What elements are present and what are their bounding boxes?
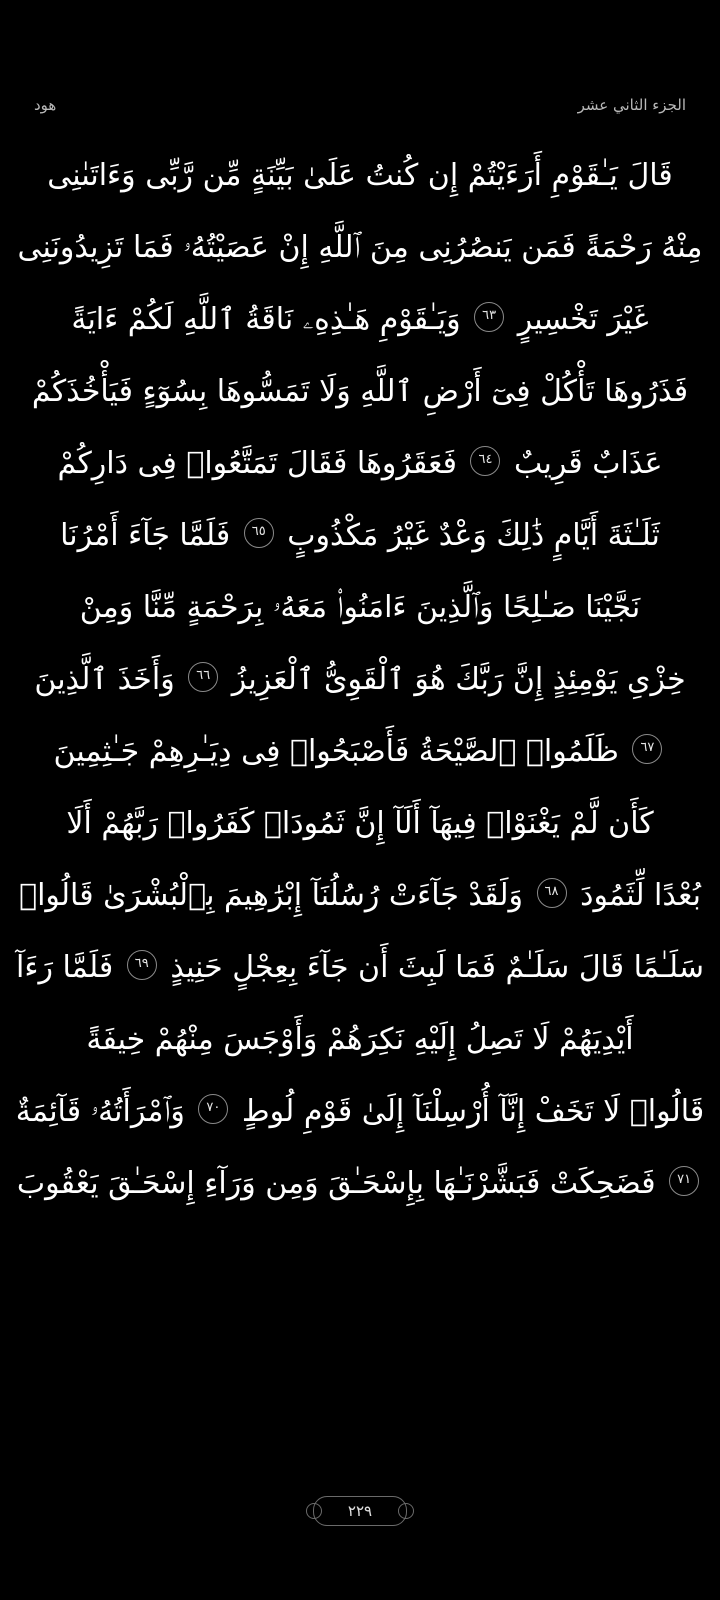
page-header <box>0 92 720 118</box>
quran-line-text-tail: وَيَـٰقَوْمِ هَـٰذِهِۦ نَاقَةُ ٱللَّهِ لَكُمْ ءَايَةً <box>71 302 461 337</box>
quran-line <box>14 1076 706 1148</box>
quran-line <box>14 500 706 572</box>
quran-line-text: قَالُوا۟ لَا تَخَفْ إِنَّآ أُرْسِلْنَآ إِلَىٰ قَوْمِ لُوطٍ <box>241 1094 705 1129</box>
aya-marker[interactable]: ٦٩ <box>127 950 157 980</box>
aya-marker[interactable]: ٦٥ <box>244 518 274 548</box>
quran-line <box>14 212 706 284</box>
quran-line-text: مِنْهُ رَحْمَةً فَمَن يَنصُرُنِى مِنَ ٱللَّهِ إِنْ عَصَيْتُهُۥ فَمَا تَزِيدُونَنِى <box>17 230 703 265</box>
quran-line <box>14 788 706 860</box>
quran-line-text-tail: وَٱمْرَأَتُهُۥ قَآئِمَةٌ <box>15 1094 185 1129</box>
quran-line-text-tail: وَأَخَذَ ٱلَّذِينَ <box>34 662 175 697</box>
quran-line-text: بُعْدًا لِّثَمُودَ <box>580 878 701 913</box>
quran-line-text: فَضَحِكَتْ فَبَشَّرْنَـٰهَا بِإِسْحَـٰقَ وَمِن وَرَآءِ إِسْحَـٰقَ يَعْقُوبَ <box>16 1166 656 1201</box>
aya-marker[interactable]: ٦٧ <box>632 734 662 764</box>
quran-line-text: ثَلَـٰثَةَ أَيَّامٍ ذَٰلِكَ وَعْدٌ غَيْرُ مَكْذُوبٍ <box>287 518 660 553</box>
quran-line-text: قَالَ يَـٰقَوْمِ أَرَءَيْتُمْ إِن كُنتُ عَلَىٰ بَيِّنَةٍ مِّن رَّبِّى وَءَاتَىٰنِى <box>47 158 673 193</box>
quran-line-text: عَذَابٌ قَرِيبٌ <box>514 446 663 481</box>
quran-line <box>14 572 706 644</box>
quran-line <box>14 356 706 428</box>
quran-line <box>14 1004 706 1076</box>
aya-marker[interactable]: ٦٦ <box>188 662 218 692</box>
quran-line-text-tail: فَلَمَّا جَآءَ أَمْرُنَا <box>60 518 231 553</box>
surah-name: هود <box>34 96 57 114</box>
quran-line <box>14 428 706 500</box>
quran-line-text-tail: فَلَمَّا رَءَآ <box>16 950 114 985</box>
aya-marker[interactable]: ٦٣ <box>474 302 504 332</box>
aya-marker[interactable]: ٦٤ <box>470 446 500 476</box>
quran-line-text: نَجَّيْنَا صَـٰلِحًا وَٱلَّذِينَ ءَامَنُوا۟ مَعَهُۥ بِرَحْمَةٍ مِّنَّا وَمِنْ <box>79 590 641 625</box>
quran-line <box>14 716 706 788</box>
quran-line-text-tail: فَعَقَرُوهَا فَقَالَ تَمَتَّعُوا۟ فِى دَارِكُمْ <box>57 446 457 481</box>
quran-line <box>14 932 706 1004</box>
juz-label: الجزء الثاني عشر <box>577 96 686 114</box>
quran-line-text: فَذَرُوهَا تَأْكُلْ فِىٓ أَرْضِ ٱللَّهِ وَلَا تَمَسُّوهَا بِسُوٓءٍ فَيَأْخُذَكُمْ <box>31 374 689 409</box>
page-footer <box>0 1496 720 1526</box>
quran-line <box>14 1148 706 1220</box>
quran-line-text: ظَلَمُوا۟ ٱلصَّيْحَةُ فَأَصْبَحُوا۟ فِى دِيَـٰرِهِمْ جَـٰثِمِينَ <box>53 734 619 769</box>
aya-marker[interactable]: ٦٨ <box>537 878 567 908</box>
page-number-badge: ٢٢٩ <box>313 1496 407 1526</box>
quran-line-text: غَيْرَ تَخْسِيرٍ <box>517 302 649 337</box>
quran-line-text: خِزْىِ يَوْمِئِذٍ إِنَّ رَبَّكَ هُوَ ٱلْقَوِىُّ ٱلْعَزِيزُ <box>231 662 686 697</box>
quran-line <box>14 860 706 932</box>
quran-line-text: سَلَـٰمًا قَالَ سَلَـٰمٌ فَمَا لَبِثَ أَن جَآءَ بِعِجْلٍ حَنِيذٍ <box>170 950 704 985</box>
quran-line-text-tail: وَلَقَدْ جَآءَتْ رُسُلُنَآ إِبْرَٰهِيمَ بِٱلْبُشْرَىٰ قَالُوا۟ <box>19 878 523 913</box>
quran-line <box>14 644 706 716</box>
aya-marker[interactable]: ٧١ <box>669 1166 699 1196</box>
quran-line <box>14 140 706 212</box>
aya-marker[interactable]: ٧٠ <box>198 1094 228 1124</box>
quran-line-text: كَأَن لَّمْ يَغْنَوْا۟ فِيهَآ أَلَآ إِنَّ ثَمُودَا۟ كَفَرُوا۟ رَبَّهُمْ أَلَا <box>66 806 654 841</box>
quran-text-body <box>0 140 720 1220</box>
quran-line <box>14 284 706 356</box>
quran-line-text: أَيْدِيَهُمْ لَا تَصِلُ إِلَيْهِ نَكِرَهُمْ وَأَوْجَسَ مِنْهُمْ خِيفَةً <box>86 1022 634 1057</box>
